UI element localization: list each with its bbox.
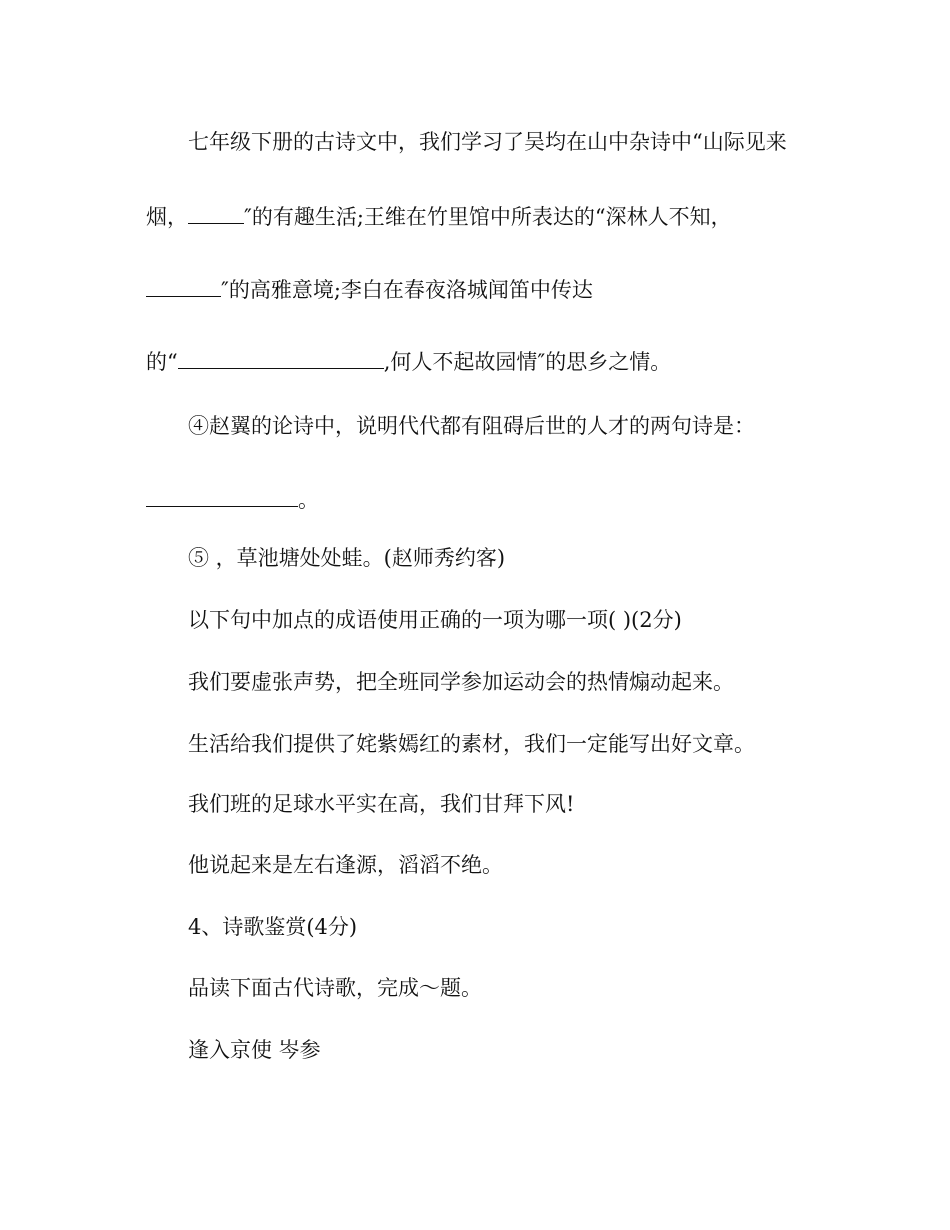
fill-in-text: 。 xyxy=(298,488,319,512)
fill-in-text: 七年级下册的古诗文中，我们学习了吴均在山中杂诗中“山际见来 xyxy=(188,130,787,154)
answer-blank[interactable] xyxy=(146,488,298,507)
fill-in-item-4-answer xyxy=(146,486,319,514)
fill-in-line-2 xyxy=(146,203,732,231)
poem-title-text: 逢入京使 岑参 xyxy=(188,1038,321,1062)
idiom-option xyxy=(188,790,574,818)
fill-in-text: ″的有趣生活;王维在竹里馆中所表达的“深林人不知， xyxy=(244,205,732,229)
poetry-heading xyxy=(188,913,357,941)
fill-in-item-4 xyxy=(188,412,755,440)
option-text: 我们班的足球水平实在高，我们甘拜下风! xyxy=(188,792,575,816)
option-text: 他说起来是左右逢源，滔滔不绝。 xyxy=(188,853,503,877)
instruction-text: 品读下面古代诗歌，完成～题。 xyxy=(188,976,482,1000)
fill-in-text: 的“ xyxy=(146,350,178,374)
option-text: 我们要虚张声势，把全班同学参加运动会的热情煽动起来。 xyxy=(188,670,734,694)
poetry-instruction xyxy=(188,974,482,1002)
question-text: 以下句中加点的成语使用正确的一项为哪一项( )(2分) xyxy=(188,608,682,632)
option-text: 生活给我们提供了姹紫嫣红的素材，我们一定能写出好文章。 xyxy=(188,732,755,756)
idiom-option xyxy=(188,851,503,879)
answer-blank[interactable] xyxy=(178,350,384,369)
idiom-option xyxy=(188,730,755,758)
section-heading: 4、诗歌鉴赏(4分) xyxy=(188,915,358,939)
fill-in-text: ,何人不起故园情″的思乡之情。 xyxy=(383,350,672,374)
fill-in-text: ④赵翼的论诗中，说明代代都有阻碍后世的人才的两句诗是： xyxy=(188,414,755,438)
fill-in-line-4 xyxy=(146,348,671,376)
fill-in-line-1 xyxy=(188,128,787,156)
fill-in-line-3 xyxy=(146,276,593,304)
fill-in-text: 烟， xyxy=(146,205,188,229)
answer-blank[interactable] xyxy=(188,205,244,224)
answer-blank[interactable] xyxy=(146,278,221,297)
fill-in-item-5 xyxy=(188,544,505,572)
idiom-option xyxy=(188,668,734,696)
idiom-question-prompt xyxy=(188,606,682,634)
fill-in-text: ″的高雅意境;李白在春夜洛城闻笛中传达 xyxy=(221,278,593,302)
poem-title xyxy=(188,1036,321,1064)
fill-in-text: ⑤ ，草池塘处处蛙。(赵师秀约客) xyxy=(188,546,506,570)
